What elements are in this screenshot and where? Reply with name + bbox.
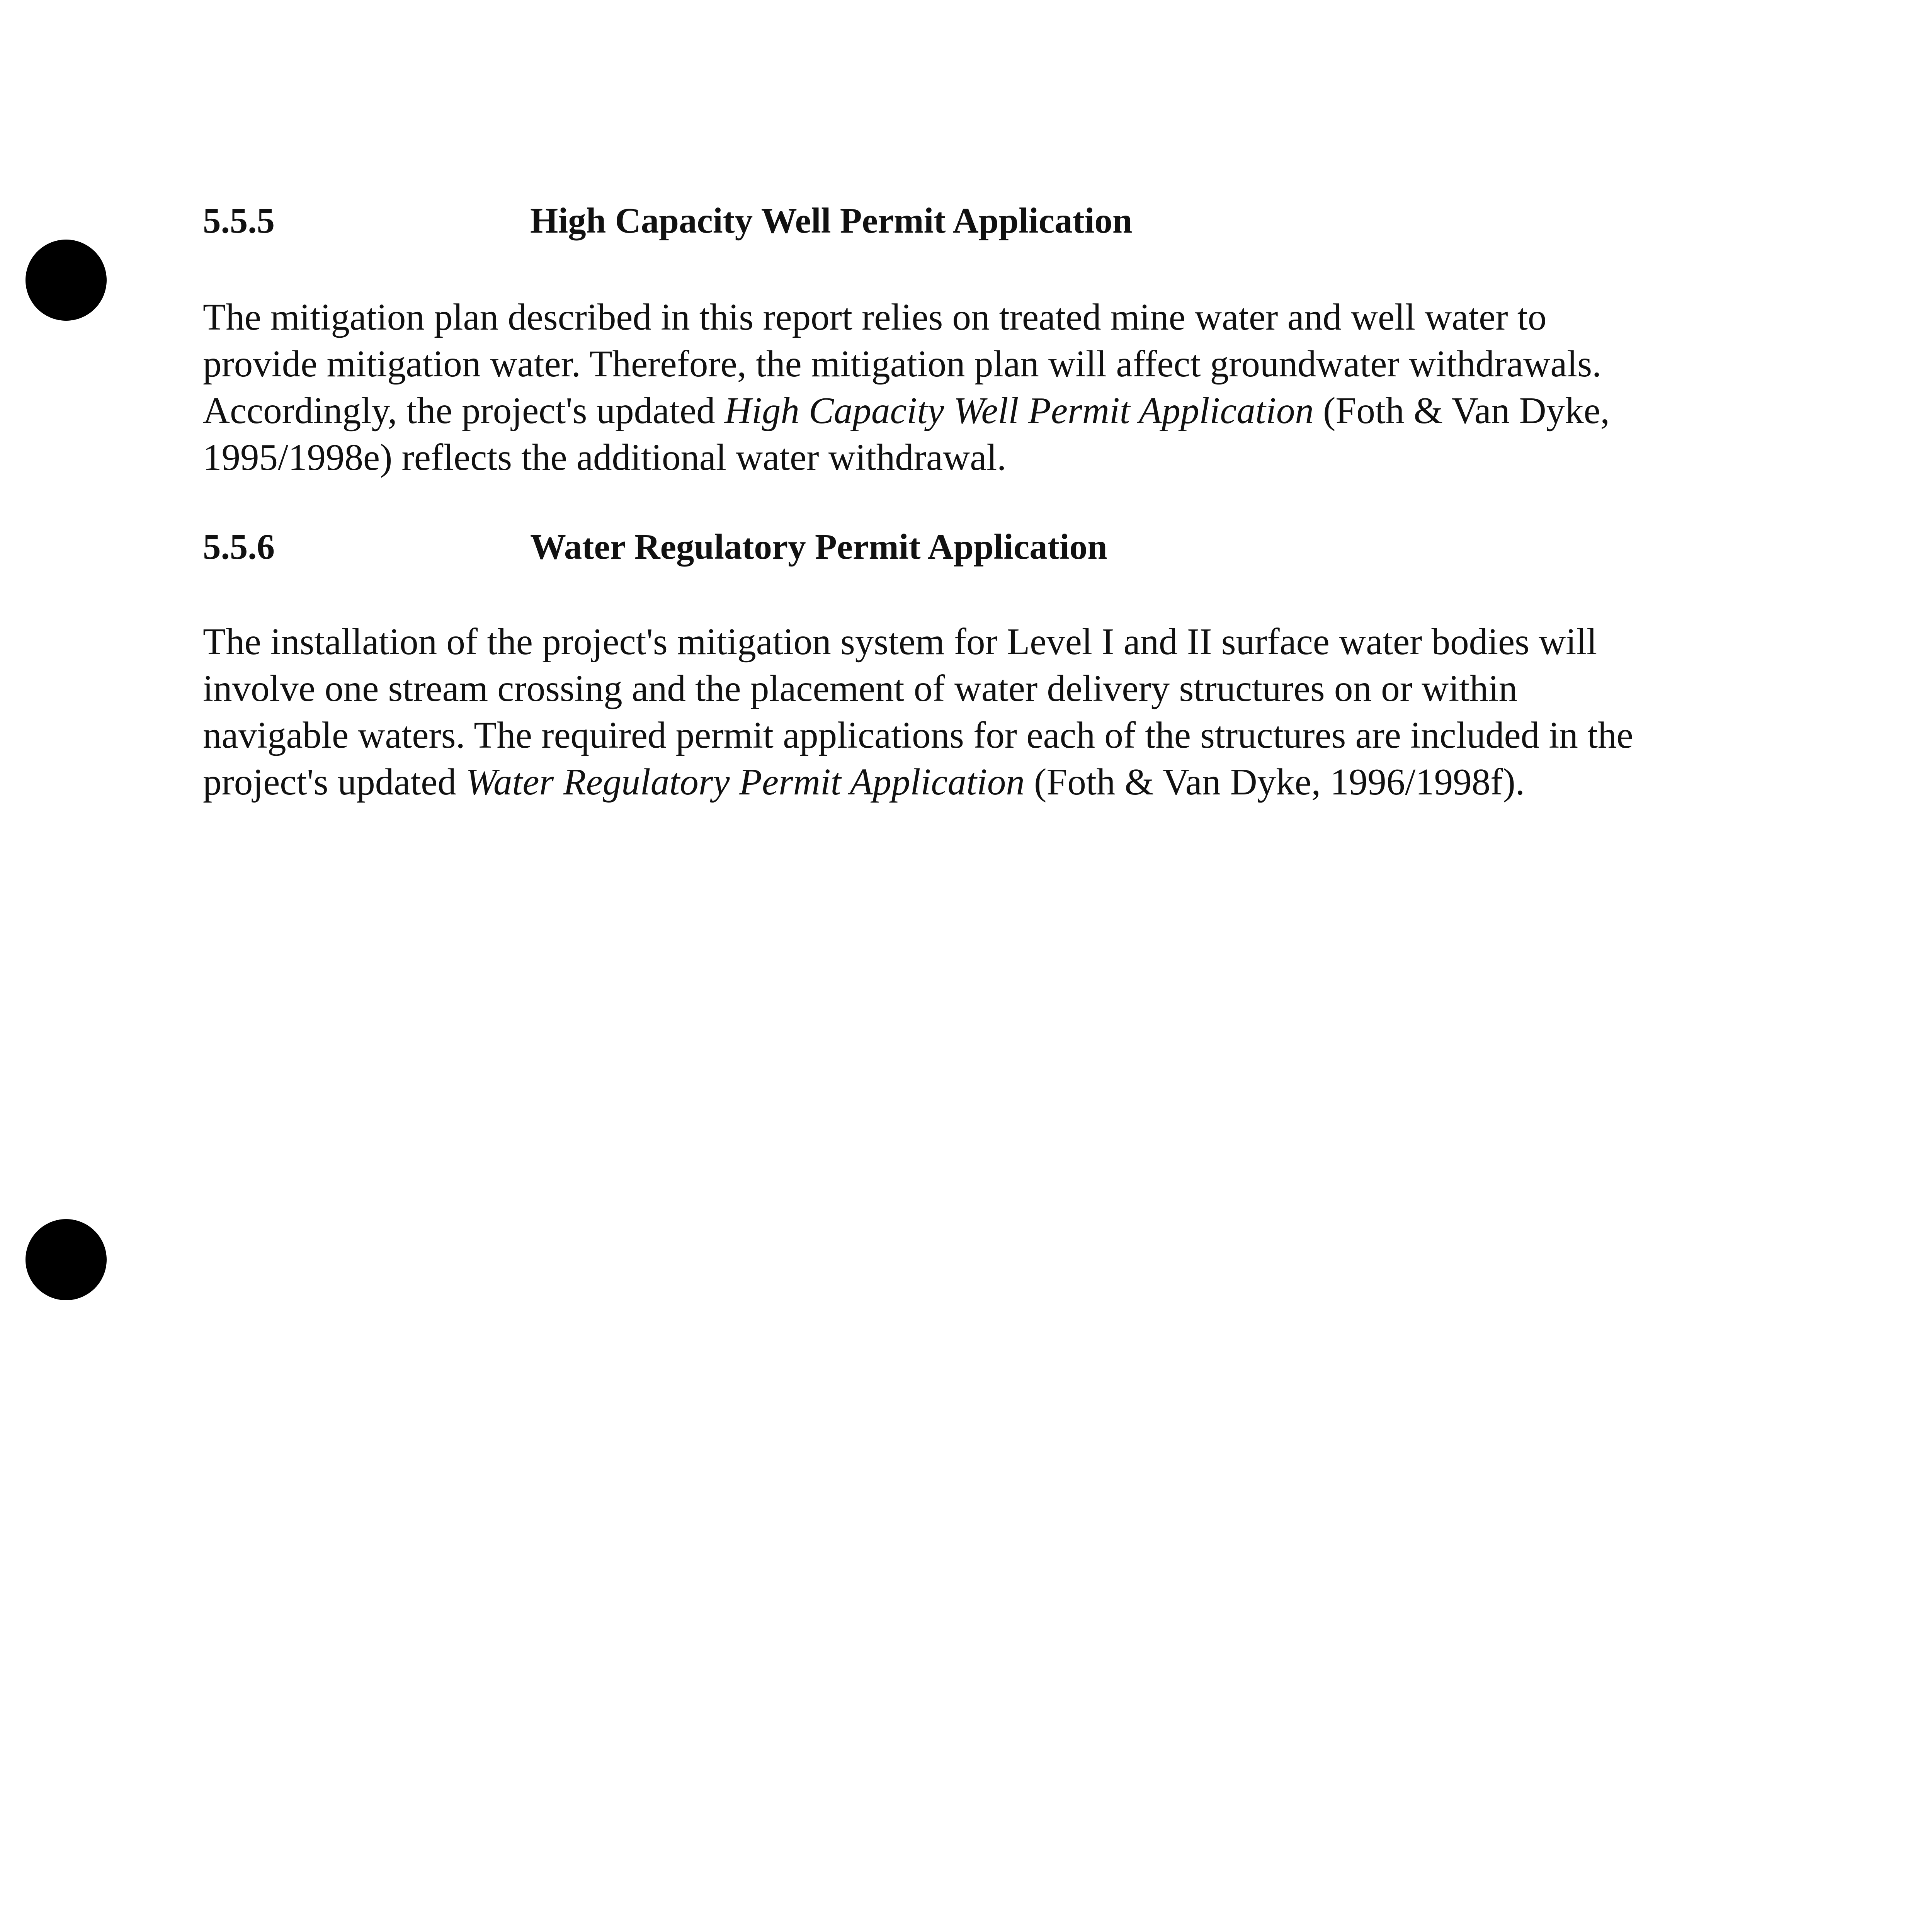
section-paragraph <box>203 294 1729 481</box>
binder-hole <box>26 1219 107 1300</box>
binder-hole <box>26 240 107 321</box>
paragraph-line: navigable waters. The required permit applications for each of the structures are included in the <box>203 714 1633 756</box>
paragraph-line: involve one stream crossing and the placement of water delivery structures on or within <box>203 668 1518 709</box>
section-heading <box>203 526 1107 568</box>
section-number: 5.5.5 <box>203 201 275 241</box>
paragraph-line <box>203 759 1729 805</box>
line-text: (Foth & Van Dyke, <box>1313 390 1610 431</box>
document-reference: High Capacity Well Permit Application <box>724 390 1314 431</box>
section-title: High Capacity Well Permit Application <box>530 201 1133 241</box>
line-text: Accordingly, the project's updated <box>203 390 724 431</box>
paragraph-line: The mitigation plan described in this report relies on treated mine water and well water to <box>203 296 1547 338</box>
section-paragraph <box>203 618 1729 805</box>
paragraph-line: 1995/1998e) reflects the additional water withdrawal. <box>203 437 1007 478</box>
document-reference: Water Regulatory Permit Application <box>466 761 1025 803</box>
line-text: (Foth & Van Dyke, 1996/1998f). <box>1024 761 1525 803</box>
paragraph-line: The installation of the project's mitigation system for Level I and II surface water bodies will <box>203 621 1597 662</box>
section-number: 5.5.6 <box>203 527 275 567</box>
section-heading <box>203 200 1133 242</box>
section-title: Water Regulatory Permit Application <box>530 527 1107 567</box>
line-text: project's updated <box>203 761 466 803</box>
paragraph-line <box>203 387 1729 434</box>
paragraph-line: provide mitigation water. Therefore, the mitigation plan will affect groundwater withdrawals. <box>203 343 1602 384</box>
